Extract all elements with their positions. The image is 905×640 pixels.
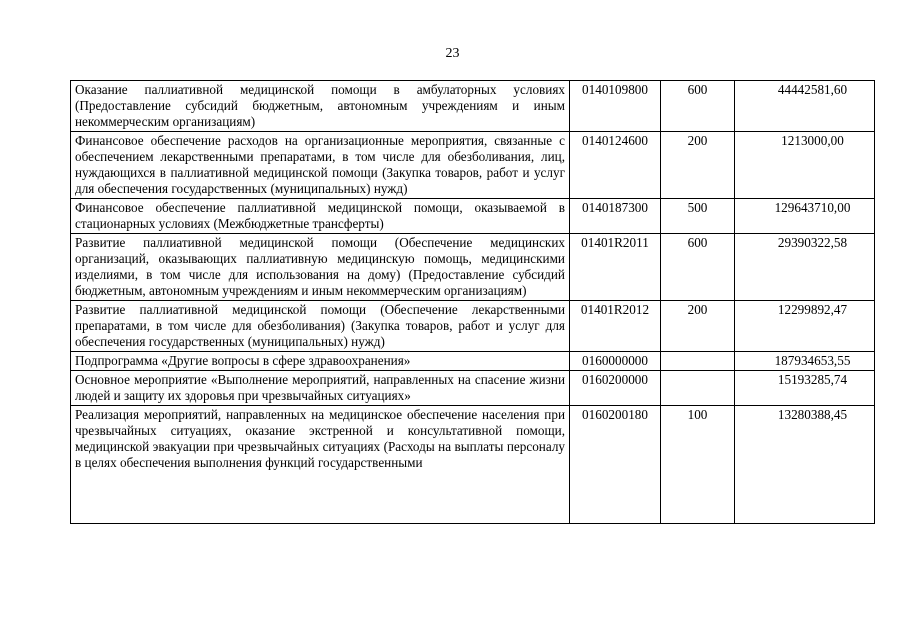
row-amount: 15193285,74: [735, 371, 875, 406]
row-description: Финансовое обеспечение расходов на организационные мероприятия, связанные с обеспечением лекарственными препаратами, в том числе для обезболивания, лиц, нуждающихся в паллиативной медицинской помощи (Закупка товаров, работ и услуг для обеспечения государственных (муниципальных) нужд): [71, 132, 570, 199]
budget-table: [70, 80, 875, 524]
row-amount: 1213000,00: [735, 132, 875, 199]
table-row: [71, 352, 875, 371]
row-code: 0160200000: [570, 371, 661, 406]
row-expense-type: [661, 352, 735, 371]
row-code: 0140187300: [570, 199, 661, 234]
row-expense-type: 100: [661, 406, 735, 524]
row-description-text: Реализация мероприятий, направленных на медицинское обеспечение населения при чрезвычайных ситуациях, оказание экстренной и консультативной помощи, медицинской эвакуации при чрезвычайных ситуациях (Расходы на выплаты персоналу в целях обеспечения выполнения функций государственными: [75, 407, 565, 470]
row-description: Подпрограмма «Другие вопросы в сфере здравоохранения»: [71, 352, 570, 371]
row-expense-type: 200: [661, 132, 735, 199]
table-row: [71, 199, 875, 234]
row-amount: 187934653,55: [735, 352, 875, 371]
table-row: [71, 301, 875, 352]
table-row: [71, 371, 875, 406]
row-amount: 12299892,47: [735, 301, 875, 352]
row-code: 0160200180: [570, 406, 661, 524]
row-expense-type: 600: [661, 234, 735, 301]
row-expense-type: [661, 371, 735, 406]
page-number: 23: [445, 46, 460, 61]
table-row: [71, 234, 875, 301]
row-description: Основное мероприятие «Выполнение мероприятий, направленных на спасение жизни людей и защиту их здоровья при чрезвычайных ситуациях»: [71, 371, 570, 406]
row-amount: 13280388,45: [735, 406, 875, 524]
row-code: 01401R2011: [570, 234, 661, 301]
row-amount: 44442581,60: [735, 81, 875, 132]
row-description: [71, 406, 570, 524]
row-code: 0160000000: [570, 352, 661, 371]
row-description: Оказание паллиативной медицинской помощи в амбулаторных условиях (Предоставление субсидий бюджетным, автономным учреждениям и иным некоммерческим организациям): [71, 81, 570, 132]
row-description: Развитие паллиативной медицинской помощи (Обеспечение лекарственными препаратами, в том числе для обезболивания) (Закупка товаров, работ и услуг для обеспечения государственных (муниципальных) нужд): [71, 301, 570, 352]
row-amount: 29390322,58: [735, 234, 875, 301]
row-code: 01401R2012: [570, 301, 661, 352]
row-description: Развитие паллиативной медицинской помощи (Обеспечение медицинских организаций, оказывающих паллиативную медицинскую помощь, медицинскими изделиями, в том числе для использования на дому) (Предоставление субсидий бюджетным, автономным учреждениям и иным некоммерческим организациям): [71, 234, 570, 301]
row-description: Финансовое обеспечение паллиативной медицинской помощи, оказываемой в стационарных условиях (Межбюджетные трансферты): [71, 199, 570, 234]
row-code: 0140124600: [570, 132, 661, 199]
row-code: 0140109800: [570, 81, 661, 132]
table-row: [71, 81, 875, 132]
row-expense-type: 500: [661, 199, 735, 234]
row-expense-type: 200: [661, 301, 735, 352]
row-amount: 129643710,00: [735, 199, 875, 234]
row-expense-type: 600: [661, 81, 735, 132]
table-row: [71, 406, 875, 524]
table-row: [71, 132, 875, 199]
